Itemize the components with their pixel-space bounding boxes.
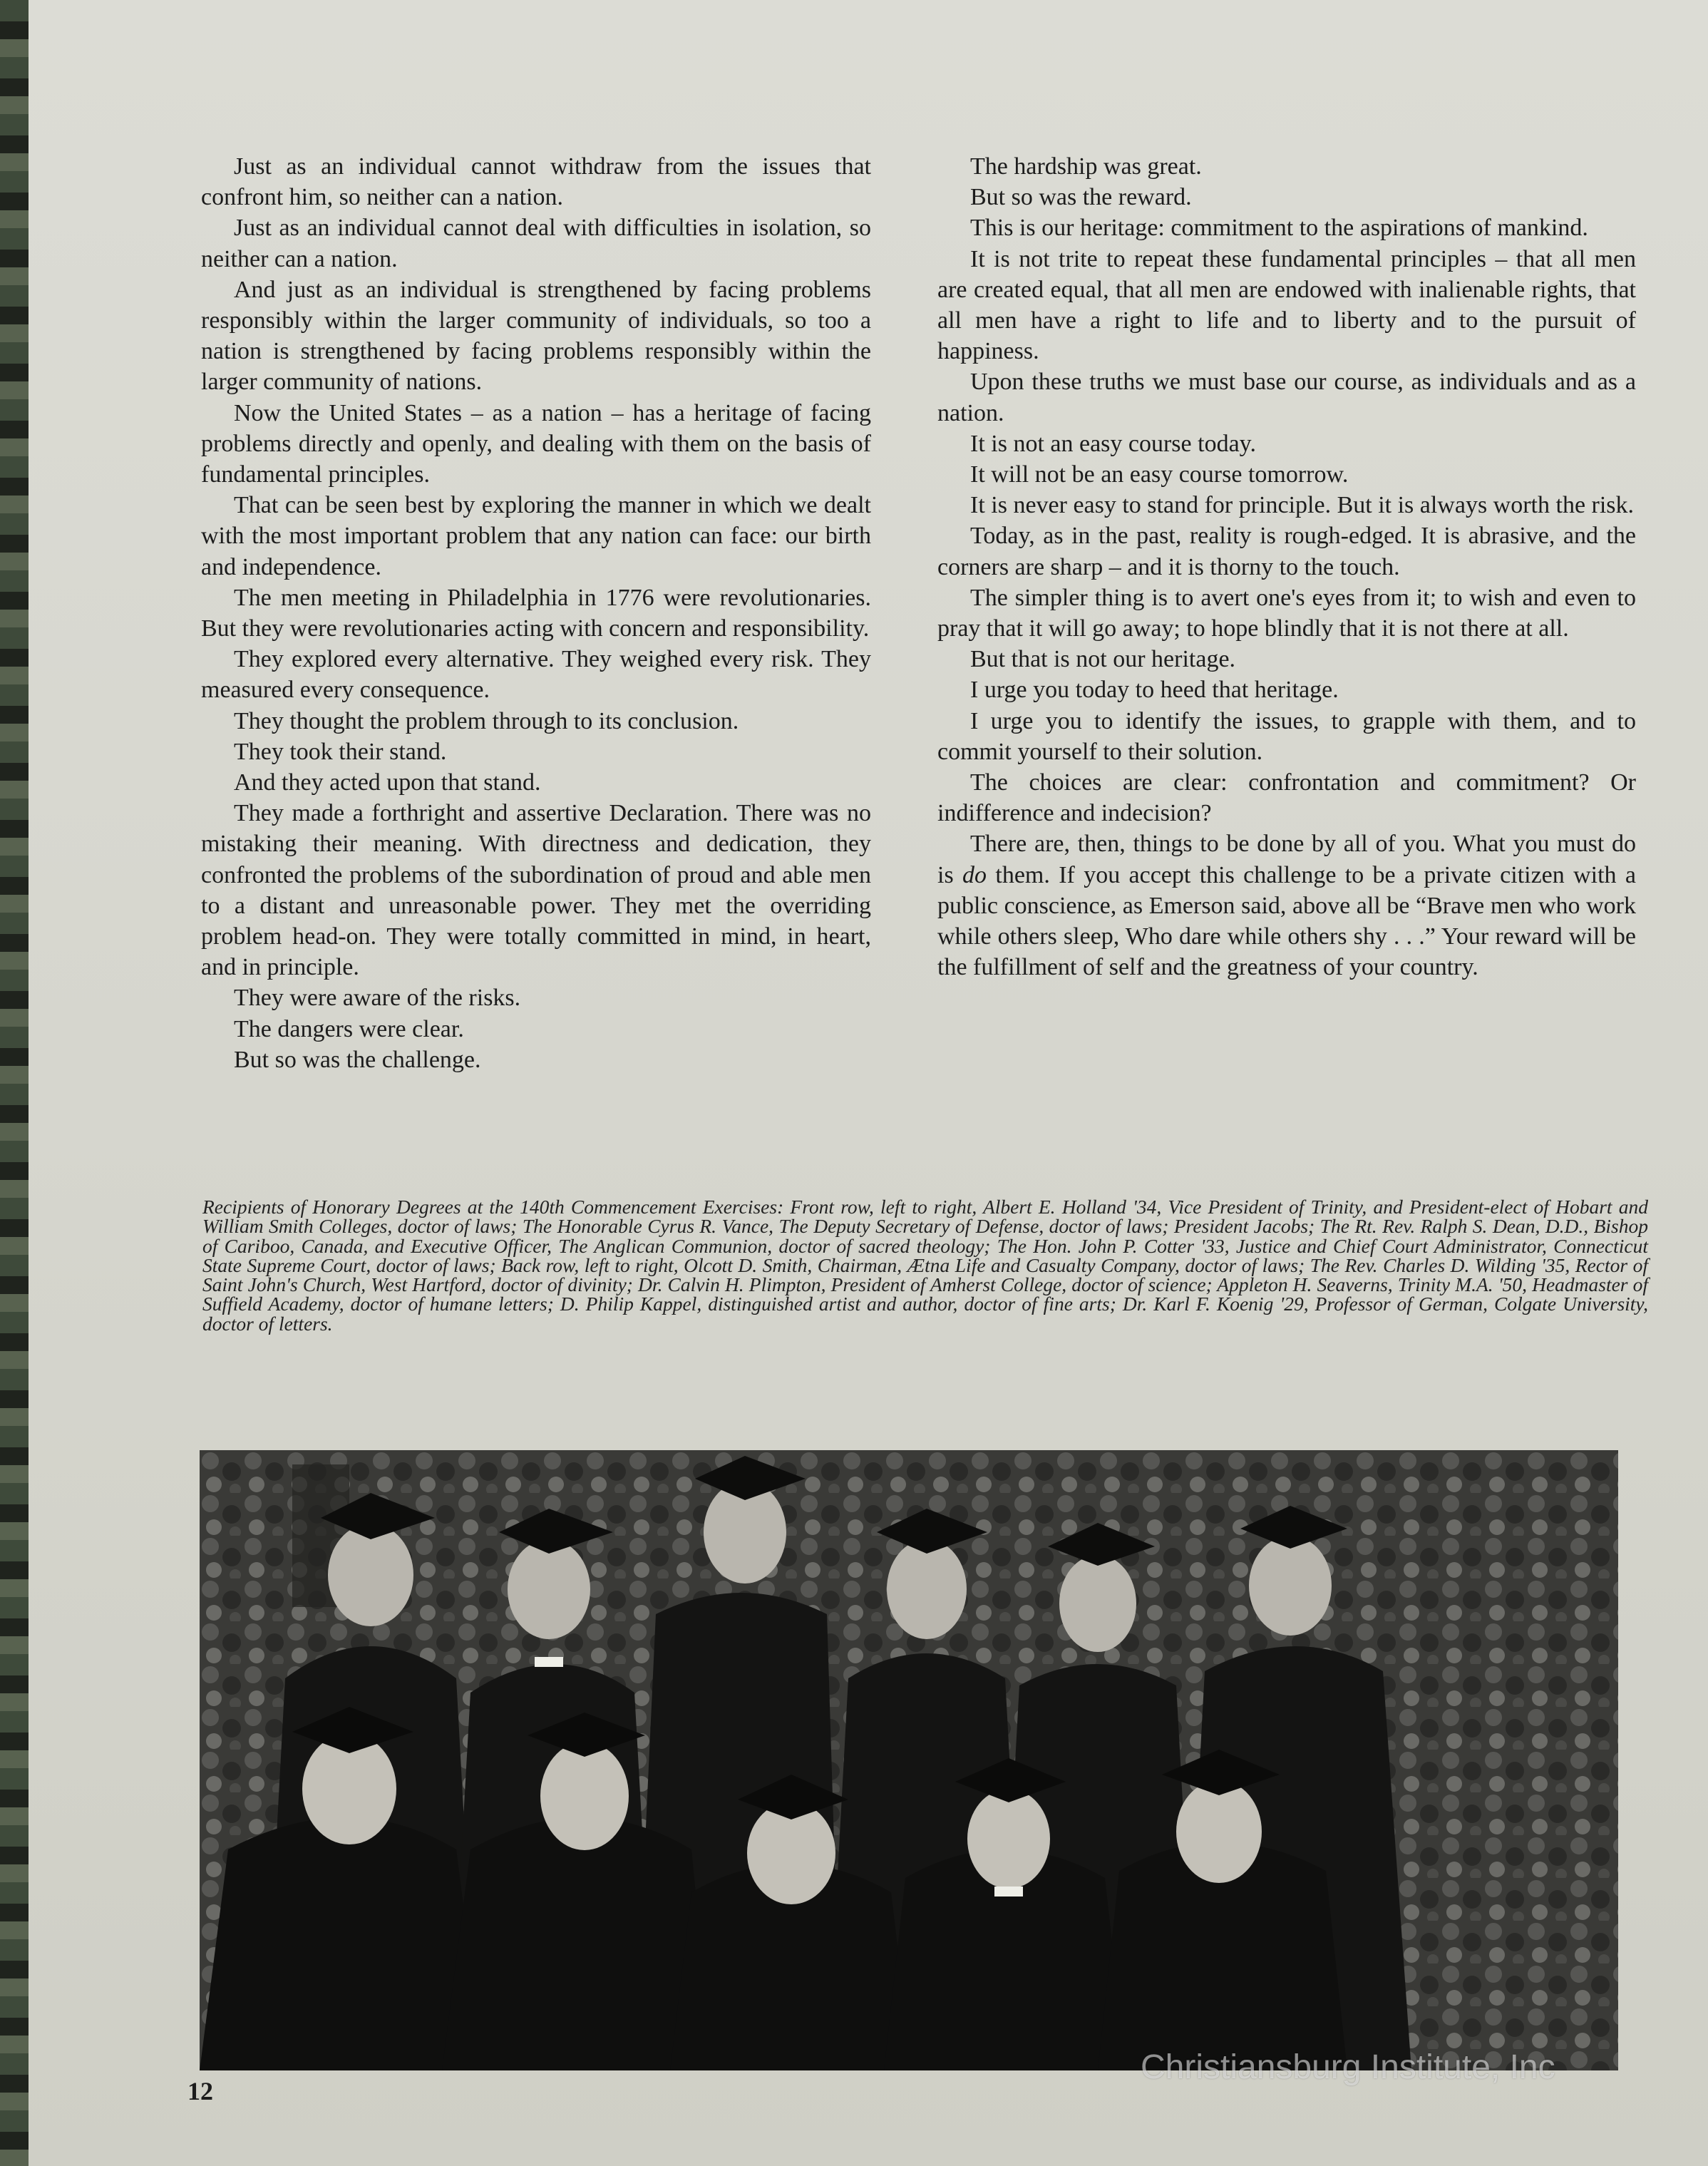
article-paragraph: It will not be an easy course tomorrow.	[970, 461, 1349, 488]
article-paragraph: It is never easy to stand for principle. But it is always worth the risk.	[970, 492, 1635, 519]
photo-caption: Recipients of Honorary Degrees at the 140th Commencement Exercises: Front row, left to right, Albert E. Holland '34, Vice President of Trinity, and President-elect of Hobart and William Smith Colleges, doctor of laws; The Honorable Cyrus R. Vance, The Deputy Secretary of Defense, doctor of laws; President Jacobs; The Rt. Rev. Ralph S. Dean, D.D., Bishop of Cariboo, Canada, and Executive Officer, The Anglican Communion, doctor of sacred theology; The Hon. John P. Cotter '33, Justice and Chief Court Administrator, Connecticut State Supreme Court, doctor of laws; Back row, left to right, Olcott D. Smith, Chairman, Ætna Life and Casualty Company, doctor of laws; The Rev. Charles D. Wilding '35, Rector of Saint John's Church, West Hartford, doctor of divinity; Dr. Calvin H. Plimpton, President of Amherst College, doctor of science; Appleton H. Seaverns, Trinity M.A. '50, Headmaster of Suffield Academy, doctor of humane letters; D. Philip Kappel, distinguished artist and author, doctor of fine arts; Dr. Karl F. Koenig '29, Professor of German, Colgate University, doctor of letters.	[202, 1196, 1648, 1335]
watermark: Christiansburg Institute, Inc	[1141, 2048, 1555, 2086]
article-paragraph: I urge you today to heed that heritage.	[970, 677, 1339, 704]
article-paragraph: Upon these truths we must base our course, as individuals and as a nation.	[937, 369, 1636, 426]
article-paragraph: This is our heritage: commitment to the aspirations of mankind.	[970, 215, 1588, 242]
article-paragraph: But that is not our heritage.	[970, 646, 1236, 673]
article-paragraph: Now the United States – as a nation – has a heritage of facing problems directly and openly, and dealing with them on the basis of fundamental principles.	[201, 399, 871, 488]
article-paragraph: The hardship was great.	[970, 153, 1202, 180]
honorary-degree-recipients-photo	[200, 1450, 1618, 2070]
article-closing-paragraph: There are, then, things to be done by all of you. What you must do is do them. If you accept this challenge to be a private citizen with a public conscience, as Emerson said, above all be “Brave men who work while others sleep, Who dare while others shy . . .” Your reward will be the fulfillment of self and the greatness of your country.	[937, 831, 1636, 981]
article-paragraph: Just as an individual cannot deal with difficulties in isolation, so neither can a nation.	[201, 215, 871, 272]
article-paragraph: It is not an easy course today.	[970, 430, 1256, 457]
article-paragraph: Just as an individual cannot withdraw from the issues that confront him, so neither can a nation.	[201, 153, 871, 211]
article-right-column	[937, 151, 1636, 982]
article-paragraph: I urge you to identify the issues, to grapple with them, and to commit yourself to their solution.	[937, 707, 1636, 765]
article-paragraph: And they acted upon that stand.	[234, 769, 541, 796]
article-paragraph: The choices are clear: confrontation and commitment? Or indifference and indecision?	[937, 769, 1636, 827]
magazine-binding-edge	[0, 0, 29, 2166]
article-left-column	[201, 151, 871, 1075]
article-paragraph: It is not trite to repeat these fundamental principles – that all men are created equal, that all men are endowed with inalienable rights, that all men have a right to life and to liberty and to the pursuit of happiness.	[937, 245, 1636, 365]
article-paragraph: They made a forthright and assertive Declaration. There was no mistaking their meaning. With directness and dedication, they confronted the problems of the subordination of proud and able men to a distant and unreasonable power. They met the overriding problem head-on. They were totally committed in mind, in heart, and in principle.	[201, 800, 871, 981]
emphasis-do: do	[962, 861, 987, 888]
article-paragraph: They explored every alternative. They weighed every risk. They measured every consequence.	[201, 646, 871, 704]
article-paragraph: They thought the problem through to its conclusion.	[234, 707, 739, 734]
magazine-page	[29, 0, 1708, 2166]
article-paragraph: Today, as in the past, reality is rough-edged. It is abrasive, and the corners are sharp – and it is thorny to the touch.	[937, 523, 1636, 580]
article-paragraph: That can be seen best by exploring the manner in which we dealt with the most important problem that any nation can face: our birth and independence.	[201, 492, 871, 580]
article-paragraph: But so was the challenge.	[234, 1046, 481, 1073]
article-paragraph: The dangers were clear.	[234, 1015, 464, 1042]
article-paragraph: They took their stand.	[234, 738, 447, 765]
article-paragraph: But so was the reward.	[970, 184, 1192, 211]
article-paragraph: The simpler thing is to avert one's eyes from it; to wish and even to pray that it will go away; to hope blindly that it is not there at all.	[937, 584, 1636, 642]
article-paragraph: They were aware of the risks.	[234, 985, 521, 1012]
page-number: 12	[187, 2077, 213, 2105]
article-paragraph: The men meeting in Philadelphia in 1776 were revolutionaries. But they were revolutionaries acting with concern and responsibility.	[201, 584, 871, 642]
article-paragraph: And just as an individual is strengthened by facing problems responsibly within the larger community of individuals, so too a nation is strengthened by facing problems responsibly within the larger community of nations.	[201, 276, 871, 396]
